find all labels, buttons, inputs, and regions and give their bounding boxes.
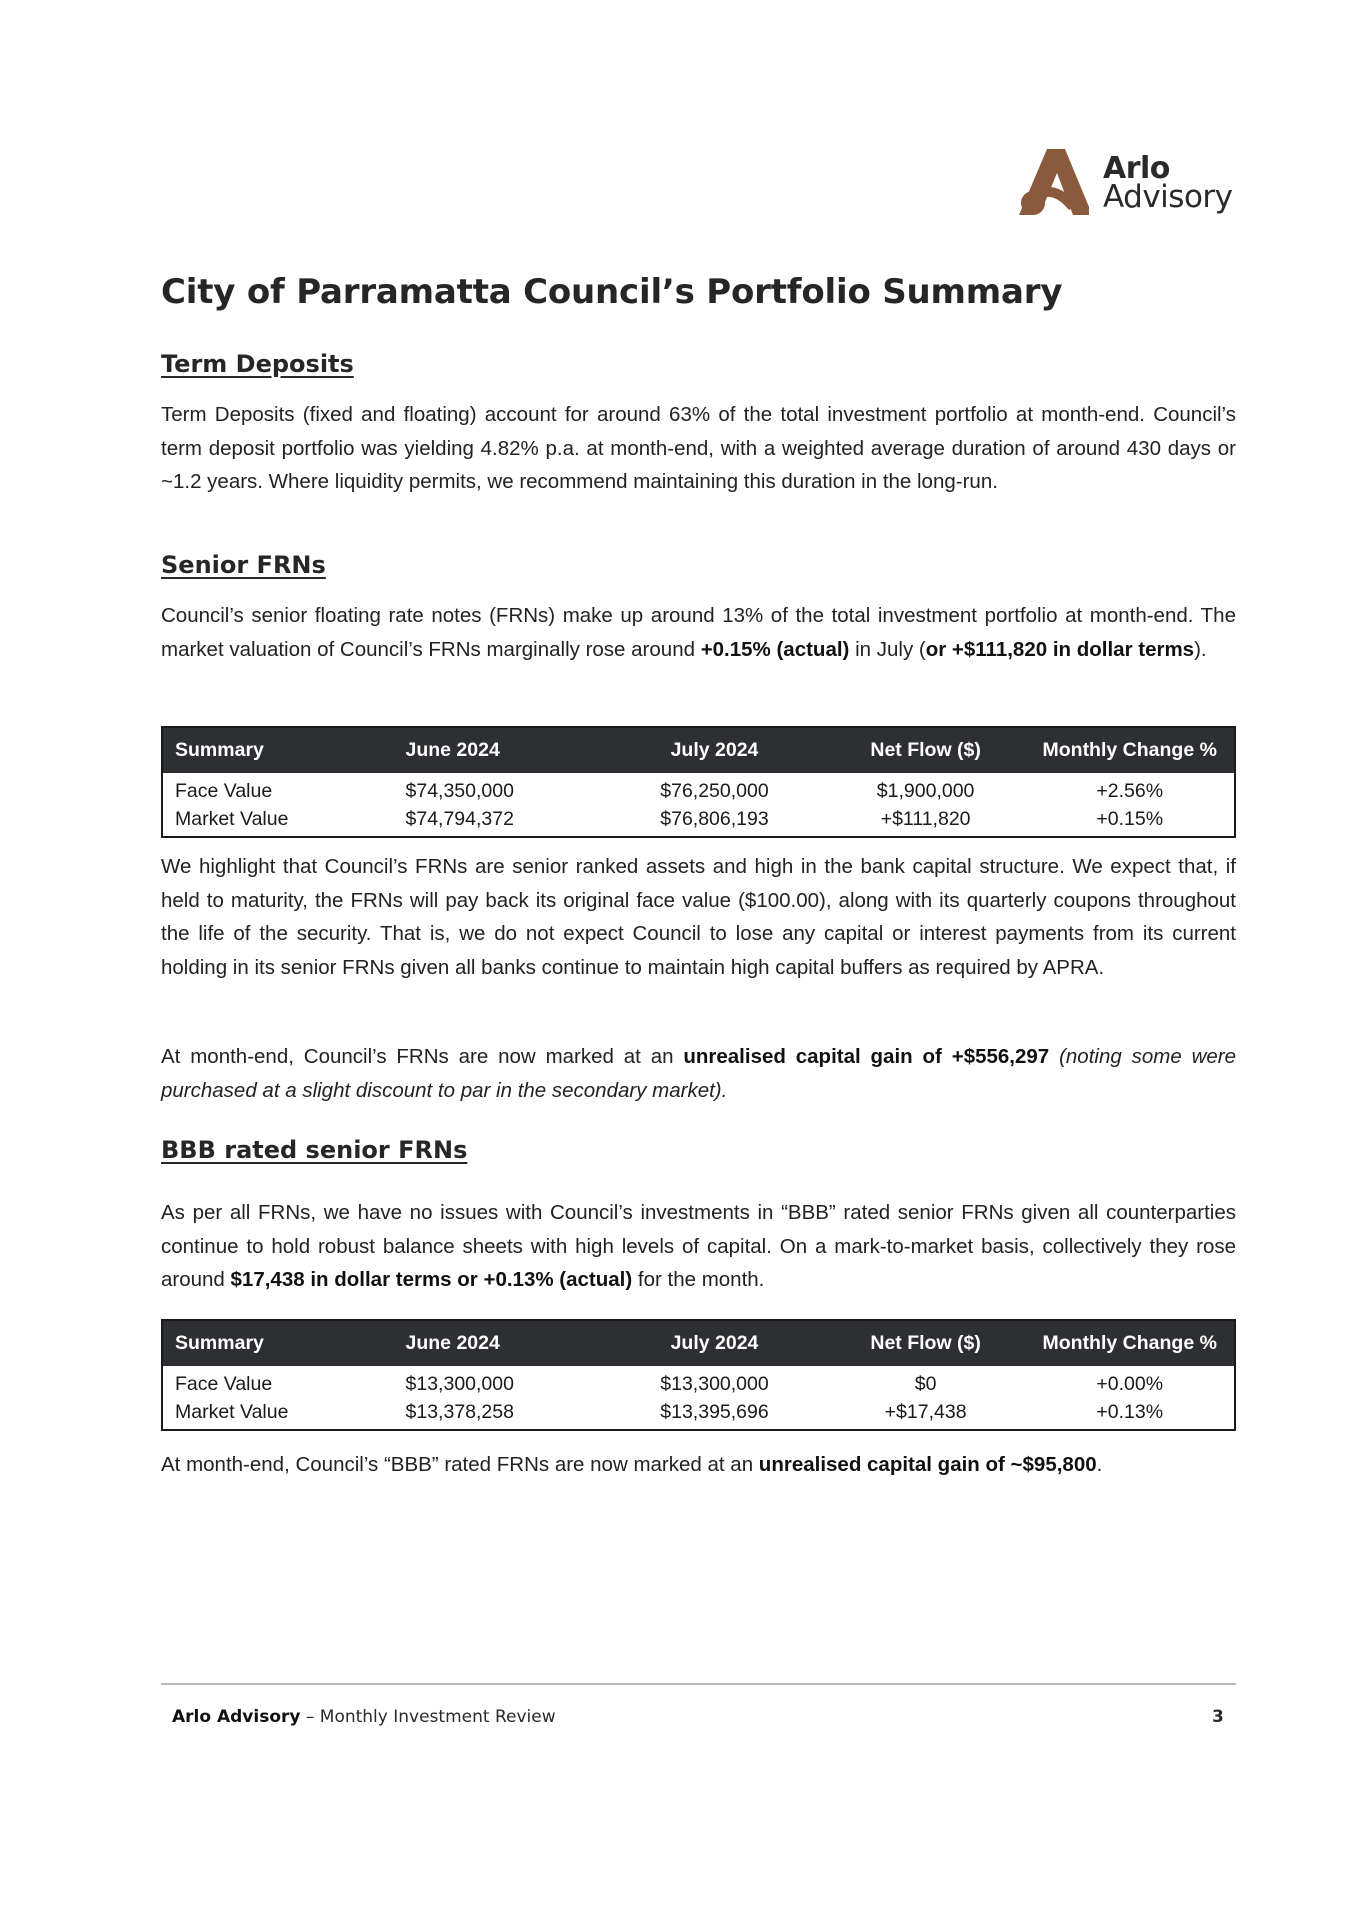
term-deposits-paragraph: Term Deposits (fixed and floating) account for around 63% of the total investment portfolio at month-end. Council’s term deposit portfolio was yielding 4.82% p.a. at month-end, with a weighted average duration of around 430 days or ~1.2 years. Where liquidity permits, we recommend maintaining this duration in the long-run.	[161, 403, 1236, 493]
table-cell: Market Value	[175, 807, 289, 830]
col-header: Net Flow ($)	[870, 1332, 981, 1354]
table-cell: $76,250,000	[660, 779, 769, 802]
footer-brand: Arlo Advisory	[172, 1707, 301, 1727]
col-header: Monthly Change %	[1042, 1332, 1217, 1354]
page-title: City of Parramatta Council’s Portfolio Summary	[161, 272, 1063, 312]
table-cell: $13,395,696	[660, 1400, 769, 1423]
col-header: Summary	[175, 739, 264, 761]
col-header: July 2024	[670, 739, 759, 761]
footer-doc-name: – Monthly Investment Review	[300, 1707, 556, 1727]
senior-frns-unrealised-gain-paragraph: At month-end, Council’s FRNs are now marked at an unrealised capital gain of +$556,297 (noting some were purchased at a slight discount to par in the secondary market).	[161, 1045, 1236, 1102]
senior-frns-capital-structure-paragraph: We highlight that Council’s FRNs are senior ranked assets and high in the bank capital structure. We expect that, if held to maturity, the FRNs will pay back its original face value ($100.00), along with its quarterly coupons throughout the life of the security. That is, we do not expect Council to lose any capital or interest payments from its current holding in its senior FRNs given all banks continue to maintain high capital buffers as required by APRA.	[161, 855, 1236, 979]
table-cell: Face Value	[175, 1372, 273, 1395]
col-header: Net Flow ($)	[870, 739, 981, 761]
table-cell: +0.00%	[1096, 1372, 1164, 1395]
table-cell: $74,350,000	[405, 779, 514, 802]
logo-text-advisory: Advisory	[1103, 179, 1233, 215]
page-number: 3	[1212, 1707, 1224, 1727]
table-cell: $13,300,000	[405, 1372, 514, 1395]
footer-divider	[161, 1683, 1236, 1685]
table-cell: $76,806,193	[660, 807, 769, 830]
table-cell: $1,900,000	[876, 779, 975, 802]
table-cell: $74,794,372	[405, 807, 514, 830]
col-header: June 2024	[405, 1332, 500, 1354]
senior-frns-paragraph: Council’s senior floating rate notes (FRNs) make up around 13% of the total investment portfolio at month-end. The market valuation of Council’s FRNs marginally rose around +0.15% (actual) in July (or +$111,820 in dollar terms).	[161, 604, 1236, 661]
table-row	[162, 1398, 1235, 1430]
col-header: June 2024	[405, 739, 500, 761]
col-header: Summary	[175, 1332, 264, 1354]
table-cell: Face Value	[175, 779, 273, 802]
table-cell: $13,378,258	[405, 1400, 514, 1423]
table-cell: +$17,438	[884, 1400, 967, 1423]
senior-frns-table	[161, 726, 1236, 838]
heading-senior-frns: Senior FRNs	[161, 551, 326, 579]
arlo-logo-icon	[1015, 145, 1095, 217]
bbb-frns-table	[161, 1319, 1236, 1431]
table-header-row	[162, 727, 1235, 773]
table-cell: $13,300,000	[660, 1372, 769, 1395]
heading-term-deposits: Term Deposits	[161, 350, 354, 378]
table-cell: Market Value	[175, 1400, 289, 1423]
logo-text-arlo: Arlo	[1103, 151, 1170, 186]
col-header: July 2024	[670, 1332, 759, 1354]
table-row	[162, 805, 1235, 837]
table-cell: +0.15%	[1096, 807, 1164, 830]
table-cell: +$111,820	[880, 807, 971, 830]
table-cell: +2.56%	[1096, 779, 1164, 802]
brand-logo	[1015, 143, 1240, 218]
table-header-row	[162, 1320, 1235, 1366]
table-cell: +0.13%	[1096, 1400, 1164, 1423]
bbb-frns-unrealised-gain-paragraph: At month-end, Council’s “BBB” rated FRNs are now marked at an unrealised capital gain of ~$95,800.	[161, 1453, 1103, 1476]
bbb-frns-paragraph: As per all FRNs, we have no issues with Council’s investments in “BBB” rated senior FRNs given all counterparties continue to hold robust balance sheets with high levels of capital. On a mark-to-market basis, collectively they rose around $17,438 in dollar terms or +0.13% (actual) for the month.	[161, 1201, 1236, 1291]
col-header: Monthly Change %	[1042, 739, 1217, 761]
heading-bbb-frns: BBB rated senior FRNs	[161, 1136, 468, 1164]
table-row	[162, 1366, 1235, 1398]
table-cell: $0	[914, 1372, 937, 1395]
footer-title	[172, 1707, 556, 1727]
table-row	[162, 773, 1235, 805]
